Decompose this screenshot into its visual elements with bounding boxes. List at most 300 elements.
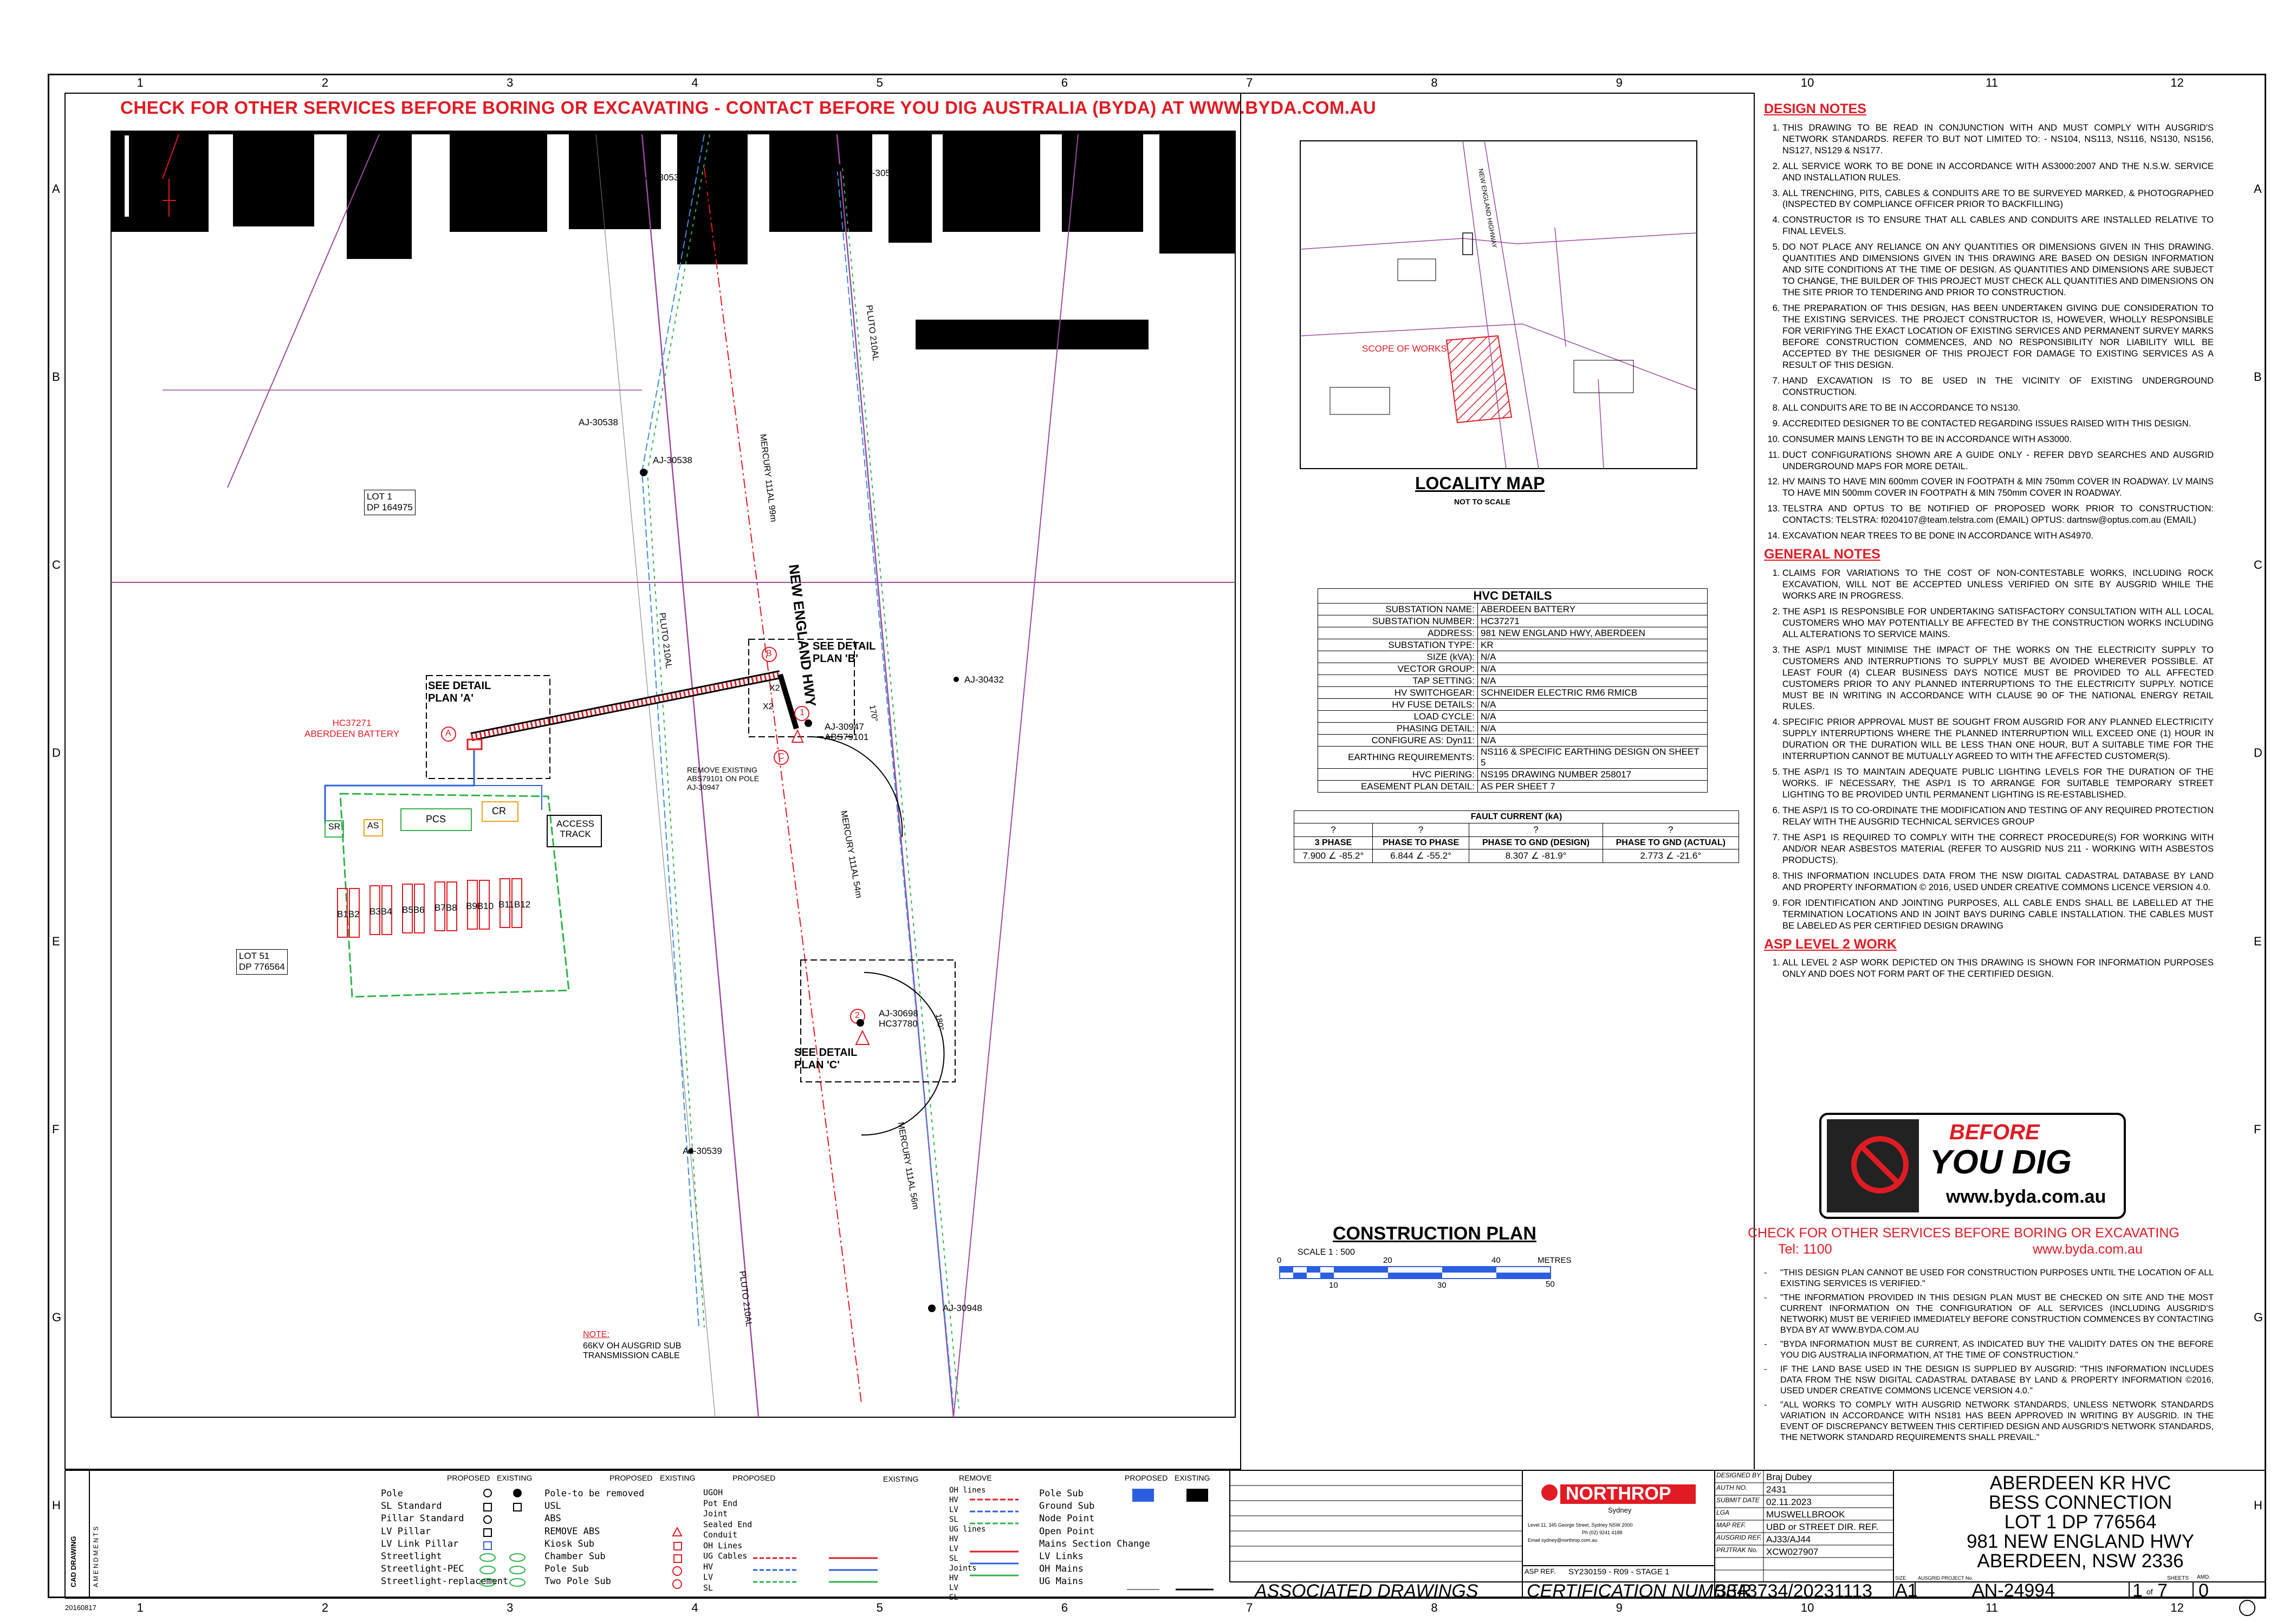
grid-col-top-10: 10 bbox=[1800, 76, 1814, 89]
highway-label: NEW ENGLAND HWY bbox=[786, 563, 820, 708]
pole-30537-label: AJ-30537 bbox=[645, 172, 684, 183]
pole-30698-label: AJ-30698 bbox=[879, 1008, 918, 1018]
hvc-row bbox=[1318, 711, 1708, 723]
hvc-row bbox=[1318, 615, 1708, 627]
byda-warning-tel: Tel: 1100 bbox=[1778, 1242, 1832, 1257]
sheet-number: 1 bbox=[2132, 1580, 2143, 1601]
design-notes-item: 6. THE PREPARATION OF THIS DESIGN, HAS BEEN UNDERTAKEN GIVING DUE CONSIDERATION TO THE EXISTING SERVICES. THE PROJECT CONSTRUCTOR IS, HOWEVER, WHOLLY RESPONSIBLE FOR VERIFYING THE EXACT LOCATION OF EXISTING SERVICES AND PERMANENT SURVEY MARKS BEFORE CONSTRUCTION COMMENCES, AND NO RESPONSIBILITY NOR LIABILITY WILL BE ACCEPTED BY THE DESIGNER OF THIS PROJECT FOR DAMAGE TO EXISTING SERVICES AS A RESULT OF THIS DESIGN. bbox=[1782, 303, 2214, 371]
pcs-label: PCS bbox=[426, 814, 446, 825]
hvc-row-label: VECTOR GROUP: bbox=[1318, 663, 1478, 675]
detail-value: AJ33/AJ44 bbox=[1766, 1534, 1811, 1545]
fault-top-4: ? bbox=[1603, 823, 1739, 837]
legend-col1 bbox=[381, 1488, 508, 1588]
scope-of-works-label: SCOPE OF WORKS bbox=[1362, 343, 1447, 354]
note-body: 66KV OH AUSGRID SUB TRANSMISSION CABLE bbox=[583, 1341, 682, 1361]
marker-2: 2 bbox=[855, 1011, 860, 1020]
legend-entry: Pillar Standard bbox=[381, 1513, 464, 1524]
grid-col-bottom-11: 11 bbox=[1986, 1601, 1998, 1614]
grid-col-bottom-7: 7 bbox=[1246, 1601, 1253, 1614]
northrop-phone: Ph (02) 9241 4188 bbox=[1582, 1530, 1623, 1535]
locality-map-title: LOCALITY MAP bbox=[1415, 473, 1545, 493]
general-notes-item: 4. SPECIFIC PRIOR APPROVAL MUST BE SOUGHT FROM AUSGRID FOR ANY PLANNED ELECTRICITY SUPPLY INTERRUPTIONS WHERE THE PLANNED INTERRUPTION WILL EXCEED ONE (1) HOUR IN DURATION OR THE DURATION WILL BE LESS THAN ONE HOUR, BUT A SUITABLE TIME FOR THE INTERRUPTION CANNOT BE MUTUALLY AGREED TO WITH THE AFFECTED CUSTOMER(S). bbox=[1782, 717, 2214, 762]
fault-header-3phase: 3 PHASE bbox=[1294, 837, 1373, 849]
x2-label-a: X2 bbox=[769, 684, 780, 693]
detail-label: LGA bbox=[1716, 1509, 1730, 1516]
battery-label-3: B5B6 bbox=[402, 905, 425, 915]
legend-entry: Streetlight-PEC bbox=[381, 1563, 464, 1575]
hvc-row bbox=[1318, 723, 1708, 735]
legend-entry: LV Link Pillar bbox=[381, 1538, 459, 1549]
angle-c-label: 180° bbox=[933, 1013, 946, 1031]
legend-entry: Ground Sub bbox=[1039, 1501, 1095, 1512]
construction-plan-title: CONSTRUCTION PLAN bbox=[1333, 1223, 1536, 1244]
general-notes-item: 9. FOR IDENTIFICATION AND JOINTING PURPOSES, ALL CABLE ENDS SHALL BE LABELLED AT THE TERMINATION LOCATIONS AND IN JOINT BAYS DURING CABLE INSTALLATION. THE CABLES MUST BE LABELED AS PER CERTIFIED DESIGN DRAWING bbox=[1782, 898, 2214, 932]
legend-col2 bbox=[544, 1488, 644, 1588]
legend-entry: LV bbox=[949, 1584, 958, 1592]
pole-30536-label: AJ-30536 bbox=[861, 168, 901, 178]
design-notes-item: 1. THIS DRAWING TO BE READ IN CONJUNCTION WITH AND MUST COMPLY WITH AUSGRID'S NETWORK STANDARDS. REFER TO BUT NOT LIMITED TO: - NS104, NS113, NS116, NS130, NS156, NS127, NS129 & NS177. bbox=[1782, 122, 2214, 157]
legend-entry: SL bbox=[949, 1515, 958, 1524]
grid-row-left-B: B bbox=[52, 369, 60, 384]
grid-col-bottom-8: 8 bbox=[1431, 1601, 1438, 1614]
grid-col-bottom-12: 12 bbox=[2170, 1601, 2184, 1614]
legend-existing-4: EXISTING bbox=[1175, 1474, 1210, 1482]
northrop-logo: NORTHROP bbox=[1566, 1483, 1671, 1504]
design-notes-item: 9. ACCREDITED DESIGNER TO BE CONTACTED REGARDING ISSUES RAISED WITH THIS DESIGN. bbox=[1782, 418, 2214, 430]
pole-30948-label: AJ-30948 bbox=[943, 1303, 982, 1313]
sheets-label: SHEETS bbox=[2167, 1575, 2189, 1581]
hvc-row-value: N/A bbox=[1478, 711, 1708, 723]
ausgrid-project-number: AN-24994 bbox=[1972, 1580, 2055, 1601]
locality-road-label: NEW ENGLAND HIGHWAY bbox=[1477, 168, 1499, 249]
hvc-row-value: N/A bbox=[1478, 651, 1708, 663]
legend-entry: Streetlight bbox=[381, 1551, 442, 1562]
legend-entry: USL bbox=[544, 1501, 561, 1512]
lot1-label: LOT 1 bbox=[367, 491, 392, 502]
design-notes-item: 2. ALL SERVICE WORK TO BE DONE IN ACCORDANCE WITH AS3000:2007 AND THE N.S.W. SERVICE AND INSTALLATION RULES. bbox=[1782, 161, 2214, 184]
grid-col-top-7: 7 bbox=[1246, 76, 1253, 89]
hvc-row-value: N/A bbox=[1478, 663, 1708, 675]
legend-entry: Pole Sub bbox=[544, 1563, 589, 1575]
size-value: A1 bbox=[1895, 1580, 1918, 1601]
legend-entry: UG lines bbox=[949, 1525, 986, 1534]
hvc-row-label: HV SWITCHGEAR: bbox=[1318, 687, 1478, 699]
legend-entry: HV bbox=[949, 1574, 958, 1582]
legend-proposed-3: PROPOSED bbox=[732, 1474, 776, 1482]
legend-entry: Two Pole Sub bbox=[544, 1576, 611, 1587]
fault-value-p2g-actual: 2.773 ∠ -21.6° bbox=[1603, 849, 1739, 863]
revision-date: 20160817 bbox=[65, 1604, 96, 1612]
general-notes-item: 5. THE ASP/1 IS TO MAINTAIN ADEQUATE PUBLIC LIGHTING LEVELS FOR THE DURATION OF THE WORKS. IF NECESSARY, THE ASP/1 IS TO ARRANGE FOR SUITABLE TEMPORARY STREET LIGHTING TO BE PROVIDED UNTIL PERMANENT LIGHTING IS RE-ESTABLISHED. bbox=[1782, 767, 2214, 801]
grid-col-bottom-6: 6 bbox=[1061, 1601, 1068, 1614]
disclaimer-item: - "THIS DESIGN PLAN CANNOT BE USED FOR CONSTRUCTION PURPOSES UNTIL THE LOCATION OF ALL EXISTING SERVICES IS VERIFIED." bbox=[1764, 1268, 2214, 1289]
legend-entry: LV Links bbox=[1039, 1551, 1084, 1562]
grid-row-left-D: D bbox=[52, 746, 61, 760]
x2-label-b: X2 bbox=[763, 702, 774, 711]
hvc-row-label: EARTHING REQUIREMENTS: bbox=[1318, 747, 1478, 769]
legend-entry: HV bbox=[703, 1561, 714, 1572]
disclaimer-item: - IF THE LAND BASE USED IN THE DESIGN IS SUPPLIED BY AUSGRID: "THIS INFORMATION INCLUDES DATA FROM THE NSW DIGITAL CADASTRAL DATABASE BY LAND & PROPERTY INFORMATION ©2016, USED UNDER CREATIVE COMMONS LICENCE VERSION 4.0." bbox=[1764, 1364, 2214, 1397]
hvc-row-value: N/A bbox=[1478, 699, 1708, 711]
hvc-row-value: NS195 DRAWING NUMBER 258017 bbox=[1478, 769, 1708, 781]
northrop-email: Email sydney@northrop.com.au bbox=[1528, 1537, 1598, 1543]
grid-col-bottom-9: 9 bbox=[1616, 1601, 1623, 1614]
design-notes-item: 12. HV MAINS TO HAVE MIN 600mm COVER IN FOOTPATH & MIN 750mm COVER IN ROADWAY. LV MAINS TO HAVE MIN 500mm COVER IN FOOTPATH & MIN 750mm COVER IN ROADWAY. bbox=[1782, 476, 2214, 499]
grid-col-bottom-5: 5 bbox=[876, 1601, 883, 1614]
grid-col-top-12: 12 bbox=[2170, 76, 2184, 89]
hvc-details-table bbox=[1318, 588, 1708, 793]
legend-entry: SL bbox=[949, 1554, 958, 1563]
disclaimer-item: - "THE INFORMATION PROVIDED IN THIS DESIGN PLAN MUST BE CHECKED ON SITE AND THE MOST CURRENT INFORMATION ON THE CONFIGURATION OF ALL SERVICES (INCLUDING AUSGRID'S NETWORK) MUST BE VERIFIED IMMEDIATELY BEFORE CONSTRUCTION COMMENCES BY CONTACTING BYDA BY AT WWW.BYDA.COM.AU bbox=[1764, 1293, 2214, 1336]
lot51-label: LOT 51 bbox=[239, 951, 270, 961]
legend-proposed-4: PROPOSED bbox=[1125, 1474, 1168, 1482]
remove-abs-note: REMOVE EXISTING ABS79101 ON POLE AJ-30947 bbox=[687, 765, 760, 792]
legend-col3 bbox=[703, 1488, 752, 1593]
abs-79101-label: ABS79101 bbox=[825, 731, 869, 742]
grid-row-right-H: H bbox=[2254, 1498, 2262, 1513]
grid-row-left-A: A bbox=[52, 181, 60, 196]
hvc-row-label: EASEMENT PLAN DETAIL: bbox=[1318, 781, 1478, 793]
hvc-row bbox=[1318, 687, 1708, 699]
detail-label: DESIGNED BY bbox=[1716, 1471, 1761, 1479]
battery-label-6: B11B12 bbox=[498, 899, 531, 910]
scale-tick-40: 40 bbox=[1491, 1256, 1501, 1265]
grid-row-right-B: B bbox=[2254, 369, 2262, 384]
hvc-row bbox=[1318, 769, 1708, 781]
legend-col5 bbox=[1039, 1488, 1150, 1588]
battery-label-4: B7B8 bbox=[434, 903, 457, 913]
locality-map-subtitle: NOT TO SCALE bbox=[1454, 497, 1510, 506]
legend-entry: OH Lines bbox=[703, 1540, 743, 1550]
marker-a: A bbox=[445, 729, 451, 738]
sub-number-label: HC37271 bbox=[332, 718, 372, 728]
scale-tick-10: 10 bbox=[1329, 1281, 1338, 1290]
hvc-row bbox=[1318, 627, 1708, 639]
legend-existing-1: EXISTING bbox=[497, 1474, 533, 1482]
hvc-row bbox=[1318, 651, 1708, 663]
grid-row-right-G: G bbox=[2254, 1310, 2263, 1325]
legend-entry: UG Mains bbox=[1039, 1576, 1084, 1587]
pole-30538b-label: AJ-30538 bbox=[653, 455, 692, 465]
grid-row-right-A: A bbox=[2254, 181, 2262, 196]
project-line-5: ABERDEEN, NSW 2336 bbox=[1977, 1550, 2184, 1572]
certification-label: CERTIFICATION NUMBER bbox=[1527, 1581, 1752, 1601]
scale-tick-0: 0 bbox=[1277, 1256, 1282, 1265]
fault-top-1: ? bbox=[1294, 823, 1373, 837]
legend-proposed-2: PROPOSED bbox=[609, 1474, 653, 1482]
pole-30539-label: AJ-30539 bbox=[683, 1146, 722, 1156]
fault-value-3phase: 7.900 ∠ -85.2° bbox=[1294, 849, 1373, 863]
fault-top-3: ? bbox=[1469, 823, 1603, 837]
legend-entry: Kiosk Sub bbox=[544, 1538, 595, 1549]
legend-entry: Pole bbox=[381, 1488, 403, 1499]
disclaimer-item: - "BYDA INFORMATION MUST BE CURRENT, AS INDICATED BUY THE VALIDITY DATES ON THE BEFORE YOU DIG AUSTRALIA INFORMATION, AT THE TIME OF CONSTRUCTION." bbox=[1764, 1339, 2214, 1361]
sub-name-label: ABERDEEN BATTERY bbox=[304, 728, 400, 739]
hvc-row-value: NS116 & SPECIFIC EARTHING DESIGN ON SHEET 5 bbox=[1478, 747, 1708, 769]
detail-label: PRJTRAK No. bbox=[1716, 1546, 1758, 1554]
byda-logo-line1: BEFORE bbox=[1949, 1120, 2040, 1144]
cr-label: CR bbox=[492, 806, 506, 816]
hvc-row-label: SUBSTATION NUMBER: bbox=[1318, 615, 1478, 627]
grid-col-top-2: 2 bbox=[321, 76, 329, 89]
scale-tick-30: 30 bbox=[1437, 1281, 1447, 1290]
legend-entry: HV bbox=[949, 1535, 958, 1543]
certification-number: 3343734/20231113 bbox=[1716, 1581, 1873, 1601]
size-label: SIZE bbox=[1895, 1575, 1906, 1581]
detail-label: SUBMIT DATE bbox=[1716, 1496, 1760, 1504]
proposed-ug-cable bbox=[471, 674, 796, 737]
fault-header-p2p: PHASE TO PHASE bbox=[1372, 837, 1469, 849]
grid-col-top-8: 8 bbox=[1431, 76, 1438, 89]
legend-entry: SL Standard bbox=[381, 1501, 442, 1512]
marker-b: B bbox=[766, 649, 772, 658]
fault-header-p2g-design: PHASE TO GND (DESIGN) bbox=[1469, 837, 1603, 849]
as-label: AS bbox=[367, 821, 379, 831]
design-notes-item: 5. DO NOT PLACE ANY RELIANCE ON ANY QUANTITIES OR DIMENSIONS GIVEN IN THIS DRAWING. QUANTITIES AND DIMENSIONS GIVEN IN THIS DRAWING ARE BASED ON DESIGN INFORMATION AND SITE CONDITIONS AT THE TIME OF DESIGN. AS QUANTITIES AND DIMENSIONS ARE SUBJECT TO CHANGE, THE BUILDER OF THIS PROJECT MUST CHECK ALL QUANTITIES AND DIMENSIONS ON THE SITE PRIOR TO TENDERING AND PRIOR TO CONSTRUCTION. bbox=[1782, 242, 2214, 299]
byda-logo-line2: YOU DIG bbox=[1930, 1144, 2072, 1181]
note-title: NOTE: bbox=[583, 1330, 609, 1339]
legend-entry: OH Mains bbox=[1039, 1563, 1084, 1575]
detail-value: XCW027907 bbox=[1766, 1547, 1819, 1557]
angle-b-label: 170° bbox=[867, 704, 880, 723]
grid-col-top-5: 5 bbox=[876, 76, 883, 89]
grid-col-bottom-4: 4 bbox=[691, 1601, 698, 1614]
hvc-row-label: LOAD CYCLE: bbox=[1318, 711, 1478, 723]
hvc-row bbox=[1318, 747, 1708, 769]
design-notes-item: 3. ALL TRENCHING, PITS, CABLES & CONDUITS ARE TO BE SURVEYED MARKED, & PHOTOGRAPHED (INSPECTED BY COMPLIANCE OFFICER PRIOR TO BACKFILLING) bbox=[1782, 188, 2214, 211]
grid-col-top-9: 9 bbox=[1616, 76, 1623, 89]
hvc-details-title: HVC DETAILS bbox=[1318, 589, 1708, 604]
fault-current-table bbox=[1294, 810, 1739, 863]
general-notes-list bbox=[1764, 568, 2214, 932]
hvc-row-label: TAP SETTING: bbox=[1318, 675, 1478, 687]
battery-label-2: B3B4 bbox=[369, 906, 392, 917]
general-notes-title: GENERAL NOTES bbox=[1764, 547, 1880, 562]
detail-value: UBD or STREET DIR. REF. bbox=[1766, 1522, 1879, 1532]
detail-value: Braj Dubey bbox=[1766, 1472, 1812, 1482]
hvc-row bbox=[1318, 663, 1708, 675]
byda-warning-line1: CHECK FOR OTHER SERVICES BEFORE BORING OR EXCAVATING bbox=[1748, 1225, 2180, 1241]
design-notes-item: 4. CONSTRUCTOR IS TO ENSURE THAT ALL CABLES AND CONDUITS ARE INSTALLED RELATIVE TO FINAL LEVELS. bbox=[1782, 215, 2214, 237]
project-line-1: ABERDEEN KR HVC bbox=[1989, 1472, 2171, 1494]
hvc-row bbox=[1318, 735, 1708, 747]
legend-entry: Sealed End bbox=[703, 1519, 753, 1529]
grid-row-right-D: D bbox=[2254, 746, 2262, 760]
hvc-row-value: AS PER SHEET 7 bbox=[1478, 781, 1708, 793]
dp1-label: DP 164975 bbox=[367, 502, 413, 513]
mercury-top-label: MERCURY 111AL 99m bbox=[758, 433, 778, 523]
northrop-address: Level 11, 345 George Street, Sydney NSW 2000 bbox=[1528, 1522, 1633, 1528]
general-notes-item: 7. THE ASP1 IS REQUIRED TO COMPLY WITH THE CORRECT PROCEDURE(S) FOR WORKING WITH AND/OR NEAR ASBESTOS MATERIAL (REFER TO AUSGRID NUS 211 - WORKING WITH ASBESTOS PRODUCTS). bbox=[1782, 832, 2214, 866]
grid-row-right-F: F bbox=[2254, 1122, 2261, 1136]
grid-row-left-E: E bbox=[52, 934, 60, 948]
amendment-label: AMD. bbox=[2197, 1574, 2210, 1580]
design-notes-item: 13. TELSTRA AND OPTUS TO BE NOTIFIED OF PROPOSED WORK PRIOR TO CONSTRUCTION: CONTACTS: TELSTRA: f0204107@team.telstra.com (EMAIL) OPTUS: dartnsw@optus.com.au (EMAIL) bbox=[1782, 503, 2214, 526]
design-notes-item: 11. DUCT CONFIGURATIONS SHOWN ARE A GUIDE ONLY - REFER DBYD SEARCHES AND AUSGRID UNDERGROUND MAPS FOR MORE DETAIL. bbox=[1782, 450, 2214, 472]
amendment-number: 0 bbox=[2198, 1580, 2209, 1601]
legend-entry: Node Point bbox=[1039, 1513, 1095, 1524]
project-line-4: 981 NEW ENGLAND HWY bbox=[1966, 1531, 2195, 1552]
hvc-row-label: SIZE (kVA): bbox=[1318, 651, 1478, 663]
detail-label: MAP REF. bbox=[1716, 1521, 1746, 1529]
grid-col-bottom-10: 10 bbox=[1800, 1601, 1814, 1614]
byda-warning-url: www.byda.com.au bbox=[2033, 1242, 2143, 1257]
scale-unit: METRES bbox=[1538, 1256, 1572, 1265]
grid-row-left-G: G bbox=[52, 1310, 62, 1325]
legend-entry: Streetlight-replacement bbox=[381, 1576, 509, 1587]
general-notes-item: 2. THE ASP1 IS RESPONSIBLE FOR UNDERTAKING SATISFACTORY CONSULTATION WITH ALL LOCAL CUSTOMERS WHO MAY POTENTIALLY BE AFFECTED BY THE CONSTRUCTION WORKS INCLUDING ALL ALTERATIONS TO SERVICE MAINS. bbox=[1782, 606, 2214, 640]
top-byda-warning: CHECK FOR OTHER SERVICES BEFORE BORING OR EXCAVATING - CONTACT BEFORE YOU DIG AUSTRALIA (BYDA) AT WWW.BYDA.COM.AU bbox=[120, 98, 1377, 118]
legend-entry: LV bbox=[703, 1572, 714, 1582]
scale-label: SCALE 1 : 500 bbox=[1298, 1248, 1355, 1257]
sheet-total: 7 bbox=[2157, 1580, 2168, 1601]
general-notes-item: 6. THE ASP/1 IS TO CO-ORDINATE THE MODIFICATION AND TESTING OF ANY REQUIRED PROTECTION RELAY WITH THE AUSGRID TECHNICAL SERVICES GROUP bbox=[1782, 805, 2214, 828]
disclaimer-list bbox=[1764, 1268, 2214, 1446]
detail-value: MUSWELLBROOK bbox=[1766, 1509, 1845, 1520]
general-notes-item: 3. THE ASP/1 MUST MINIMISE THE IMPACT OF THE WORKS ON THE ELECTRICITY SUPPLY TO CUSTOMERS AND INTERRUPTIONS TO SUPPLY MUST BE AVOIDED WHEREVER POSSIBLE. AT LEAST FOUR (4) CLEAR BUSINESS DAYS NOTICE MUST BE PROVIDED TO ALL AFFECTED CUSTOMERS PRIOR TO ANY PLANNED INTERRUPTIONS TO THE ELECTRICITY SUPPLY. NOTICE MUST BE IN WRITING IN ACCORDANCE WITH CLAUSE 90 OF THE NATIONAL ENERGY RETAIL RULES. bbox=[1782, 645, 2214, 713]
project-line-2: BESS CONNECTION bbox=[1988, 1492, 2172, 1513]
fault-current-title: FAULT CURRENT (kA) bbox=[1294, 811, 1739, 823]
pole-30432-label: AJ-30432 bbox=[964, 674, 1004, 685]
legend-proposed-1: PROPOSED bbox=[447, 1474, 490, 1482]
hvc-row bbox=[1318, 639, 1708, 651]
legend-entry: REMOVE ABS bbox=[544, 1526, 600, 1537]
detail-c-label: SEE DETAIL PLAN 'C' bbox=[794, 1047, 857, 1071]
design-notes-item: 14. EXCAVATION NEAR TREES TO BE DONE IN ACCORDANCE WITH AS4970. bbox=[1782, 530, 2214, 542]
legend-entry: Pot End bbox=[703, 1498, 738, 1508]
hvc-row-value: N/A bbox=[1478, 735, 1708, 747]
marker-c: C bbox=[778, 752, 784, 761]
sheet-of: of bbox=[2146, 1587, 2153, 1596]
hvc-row bbox=[1318, 604, 1708, 615]
hvc-row bbox=[1318, 781, 1708, 793]
hvc-row-value: SCHNEIDER ELECTRIC RM6 RMICB bbox=[1478, 687, 1708, 699]
cad-drawing-label: CAD DRAWING bbox=[69, 1536, 77, 1587]
legend-entry: UGOH bbox=[703, 1488, 723, 1497]
legend-entry: Chamber Sub bbox=[544, 1551, 606, 1562]
access-track-label: ACCESS TRACK bbox=[556, 819, 594, 839]
mercury-mid-label: MERCURY 111AL 54m bbox=[839, 810, 864, 899]
legend-entry: SL bbox=[703, 1582, 714, 1593]
grid-col-top-3: 3 bbox=[507, 76, 514, 89]
fault-value-p2p: 6.844 ∠ -55.2° bbox=[1372, 849, 1469, 863]
disclaimer-item: - "ALL WORKS TO COMPLY WITH AUSGRID NETWORK STANDARDS, UNLESS NETWORK STANDARDS VARIATION IN ACCORDANCE WITH NS181 HAS BEEN APPROVED IN WRITING BY AUSGRID. IN THE EVENT OF DISCREPANCY BETWEEN THIS CERTIFIED DESIGN AND AUSGRID'S NETWORK STANDARDS, THE NETWORK STANDARD REQUIREMENTS SHALL PREVAIL." bbox=[1764, 1400, 2214, 1443]
legend-remove: REMOVE bbox=[959, 1474, 992, 1482]
legend-entry: SL bbox=[949, 1593, 958, 1602]
grid-row-right-C: C bbox=[2254, 558, 2262, 572]
asp-level2-list bbox=[1764, 957, 2214, 980]
legend-existing-3: EXISTING bbox=[883, 1475, 919, 1483]
grid-col-top-1: 1 bbox=[137, 76, 144, 89]
northrop-city: Sydney bbox=[1608, 1506, 1632, 1514]
grid-col-bottom-3: 3 bbox=[507, 1601, 514, 1614]
legend-entry: ABS bbox=[544, 1513, 561, 1524]
grid-col-top-4: 4 bbox=[691, 76, 698, 89]
scale-bar bbox=[1280, 1267, 1551, 1279]
pluto-bottom-label: PLUTO 210AL bbox=[737, 1270, 754, 1328]
hvc-row-label: SUBSTATION TYPE: bbox=[1318, 639, 1478, 651]
hvc-row-label: HV FUSE DETAILS: bbox=[1318, 699, 1478, 711]
pole-30947-label: AJ-30947 bbox=[825, 722, 864, 732]
design-notes-list bbox=[1764, 122, 2214, 542]
grid-row-left-C: C bbox=[52, 558, 61, 572]
design-notes-item: 7. HAND EXCAVATION IS TO BE USED IN THE VICINITY OF EXISTING UNDERGROUND CONSTRUCTION. bbox=[1782, 375, 2214, 398]
hvc-row bbox=[1318, 675, 1708, 687]
detail-a-label: SEE DETAIL PLAN 'A' bbox=[428, 680, 491, 704]
sr-label: SR bbox=[328, 822, 341, 832]
legend-entry: LV bbox=[949, 1545, 958, 1553]
scale-tick-20: 20 bbox=[1383, 1256, 1392, 1265]
hvc-row-label: HVC PIERING: bbox=[1318, 769, 1478, 781]
legend-entry: Joint bbox=[703, 1509, 728, 1519]
detail-value: 02.11.2023 bbox=[1766, 1497, 1812, 1507]
legend-entry: Conduit bbox=[703, 1530, 738, 1540]
project-line-3: LOT 1 DP 776564 bbox=[2004, 1511, 2157, 1533]
legend-entry: Joints bbox=[949, 1564, 977, 1573]
design-notes-item: 8. ALL CONDUITS ARE TO BE IN ACCORDANCE TO NS130. bbox=[1782, 403, 2214, 414]
asp-level2-title: ASP LEVEL 2 WORK bbox=[1764, 936, 1897, 952]
general-notes-item: 1. CLAIMS FOR VARIATIONS TO THE COST OF NON-CONTESTABLE WORKS, INCLUDING ROCK EXCAVATION, WILL NOT BE ACCEPTED UNLESS VERIFIED ON SITE BY AUSGRID WHILE THE WORKS ARE IN PROGRESS. bbox=[1782, 568, 2214, 602]
dp51-label: DP 776564 bbox=[239, 962, 285, 972]
fault-value-p2g-design: 8.307 ∠ -81.9° bbox=[1469, 849, 1603, 863]
fault-top-2: ? bbox=[1372, 823, 1469, 837]
hvc-row-label: SUBSTATION NAME: bbox=[1318, 604, 1478, 615]
grid-col-top-11: 11 bbox=[1986, 76, 1998, 89]
hvc-row-value: 981 NEW ENGLAND HWY, ABERDEEN bbox=[1478, 627, 1708, 639]
grid-col-bottom-1: 1 bbox=[137, 1601, 144, 1614]
design-notes-title: DESIGN NOTES bbox=[1764, 101, 1866, 116]
marker-1: 1 bbox=[800, 708, 805, 717]
detail-value: 2431 bbox=[1766, 1484, 1787, 1495]
hvc-row-label: ADDRESS: bbox=[1318, 627, 1478, 639]
battery-label-1: B1B2 bbox=[337, 909, 360, 919]
grid-row-left-F: F bbox=[52, 1122, 60, 1136]
asp-ref-label: ASP REF. bbox=[1525, 1567, 1556, 1575]
asp-ref-value: SY230159 - R09 - STAGE 1 bbox=[1568, 1567, 1670, 1576]
hvc-row-value: KR bbox=[1478, 639, 1708, 651]
detail-label: AUTH NO. bbox=[1716, 1484, 1748, 1491]
legend-entry: Pole Sub bbox=[1039, 1488, 1084, 1499]
fault-header-p2g-actual: PHASE TO GND (ACTUAL) bbox=[1603, 837, 1739, 849]
hvc-row-value: N/A bbox=[1478, 723, 1708, 735]
legend-col4 bbox=[949, 1485, 985, 1602]
associated-drawings-label: ASSOCIATED DRAWINGS bbox=[1255, 1581, 1478, 1601]
grid-col-bottom-2: 2 bbox=[321, 1601, 329, 1614]
design-notes-item: 10. CONSUMER MAINS LENGTH TO BE IN ACCORDANCE WITH AS3000. bbox=[1782, 434, 2214, 445]
pluto-left-label: PLUTO 210AL bbox=[657, 612, 673, 670]
legend-entry: Mains Section Change bbox=[1039, 1538, 1150, 1549]
general-notes-item: 8. THIS INFORMATION INCLUDES DATA FROM THE NSW DIGITAL CADASTRAL DATABASE BY LAND AND PROPERTY INFORMATION © 2016, USED UNDER CREATIVE COMMONS LICENCE VERSION 4.0. bbox=[1782, 871, 2214, 893]
hvc-row-value: ABERDEEN BATTERY bbox=[1478, 604, 1708, 615]
legend-entry: Open Point bbox=[1039, 1526, 1095, 1537]
legend-entry: HV bbox=[949, 1496, 958, 1504]
hvc-row-value: HC37271 bbox=[1478, 615, 1708, 627]
battery-label-5: B9B10 bbox=[466, 901, 494, 911]
detail-b-label: SEE DETAIL PLAN 'B' bbox=[813, 640, 875, 665]
redaction-shapes bbox=[111, 131, 1235, 349]
scale-tick-50: 50 bbox=[1546, 1280, 1555, 1289]
legend-entry: OH lines bbox=[949, 1486, 986, 1495]
grid-col-top-6: 6 bbox=[1061, 76, 1068, 89]
asp-level2-item: 1. ALL LEVEL 2 ASP WORK DEPICTED ON THIS DRAWING IS SHOWN FOR INFORMATION PURPOSES ONLY AND DOES NOT FORM PART OF THE CERTIFIED DESIGN. bbox=[1782, 957, 2214, 980]
hvc-row-label: PHASING DETAIL: bbox=[1318, 723, 1478, 735]
mercury-bot-label: MERCURY 111AL 56m bbox=[896, 1121, 920, 1211]
pluto-right-label: PLUTO 210AL bbox=[864, 304, 880, 362]
hc-37780-label: HC37780 bbox=[879, 1018, 918, 1029]
legend-entry: Pole-to be removed bbox=[544, 1488, 645, 1499]
grid-row-left-H: H bbox=[52, 1498, 61, 1513]
amendments-label: AMENDMENTS bbox=[92, 1524, 100, 1587]
